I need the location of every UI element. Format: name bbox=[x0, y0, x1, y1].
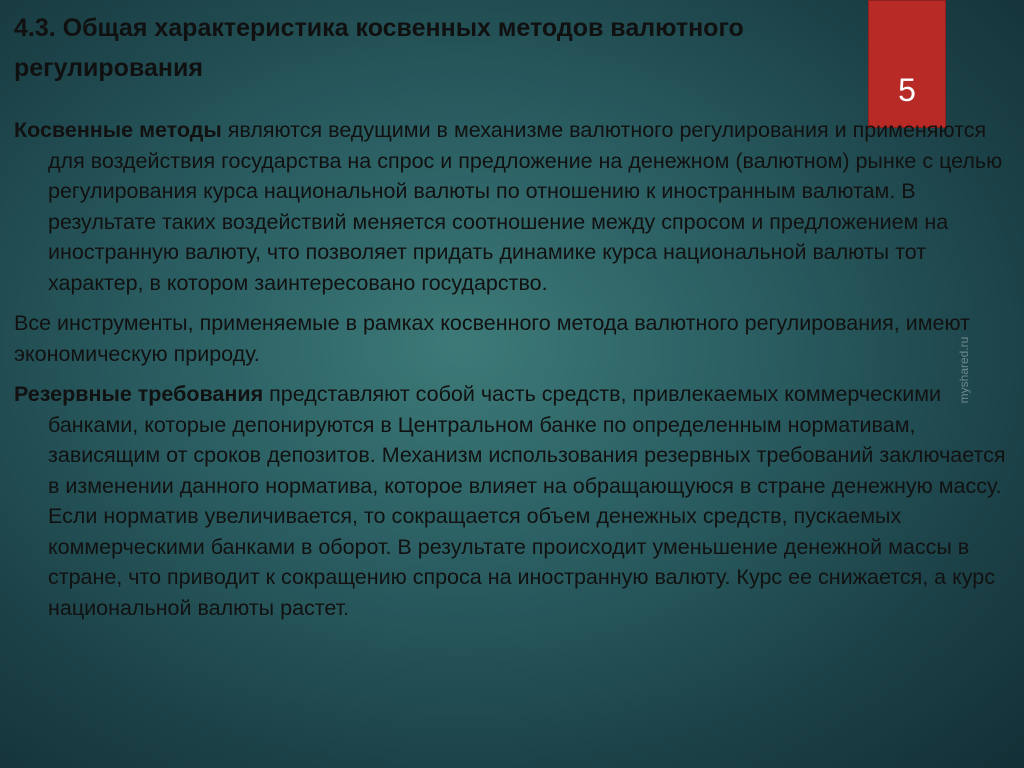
slide-body bbox=[14, 115, 1010, 633]
paragraph-text: представляют собой часть средств, привлекаемых коммерческими банками, которые депонируются в Центральном банке по определенным нормативам, зависящим от сроков депозитов. Механизм использования резервных требований заключается в изменении данного норматива, которое влияет на обращающуюся в стране денежную массу. Если норматив увеличивается, то сокращается объем денежных средств, пускаемых коммерческими банками в оборот. В результате происходит уменьшение денежной массы в стране, что приводит к сокращению спроса на иностранную валюту. Курс ее снижается, а курс национальной валюты растет. bbox=[48, 382, 1006, 620]
paragraph-indirect-methods bbox=[14, 115, 1010, 298]
watermark: myshared.ru bbox=[957, 336, 971, 404]
paragraph-lead: Резервные требования bbox=[14, 382, 264, 406]
paragraph-lead: Косвенные методы bbox=[14, 118, 222, 142]
slide-title: 4.3. Общая характеристика косвенных методов валютного регулирования bbox=[14, 14, 744, 82]
paragraph-reserve-requirements bbox=[14, 379, 1010, 623]
paragraph-text: являются ведущими в механизме валютного регулирования и применяются для воздействия государства на спрос и предложение на денежном (валютном) рынке с целью регулирования курса национальной валюты по отношению к иностранным валютам. В результате таких воздействий меняется соотношение между спросом и предложением на иностранную валюту, что позволяет придать динамике курса национальной валюты тот характер, в котором заинтересовано государство. bbox=[48, 118, 1003, 295]
paragraph-text: Все инструменты, применяемые в рамках косвенного метода валютного регулирования, имеют экономическую природу. bbox=[14, 311, 970, 366]
page-number-badge bbox=[868, 0, 946, 128]
paragraph-instruments bbox=[14, 308, 1010, 369]
page-number: 5 bbox=[898, 72, 916, 108]
